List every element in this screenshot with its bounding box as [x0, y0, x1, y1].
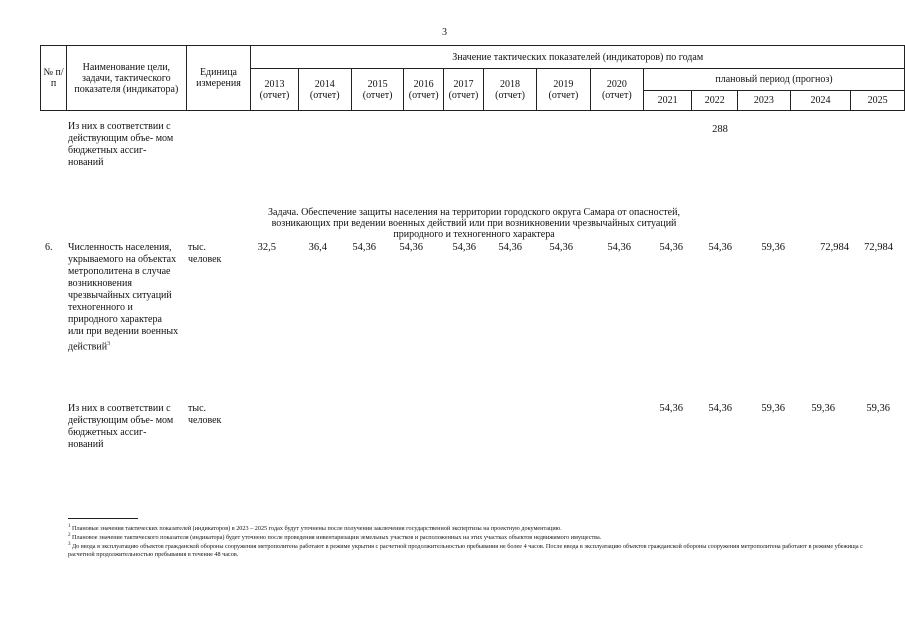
- header-year: 2018 (отчет): [483, 69, 536, 111]
- row-6-label: Численность населения, укрываемого на объектах метрополитена в случае возникновения чрезвычайных ситуаций техногенного и природного характера или при ведении военных действий$^3$: [68, 242, 179, 353]
- row-6-unit: тыс. человек: [188, 242, 222, 265]
- row-b-value: 59,36: [761, 403, 785, 414]
- row-6-value: 32,5: [257, 242, 276, 253]
- indicator-table-header: [40, 45, 905, 111]
- task-heading: Задача. Обеспечение защиты населения на территории городского округа Самара от опасностей, возникающих при ведении военных действий или при возникновении чрезвычайных ситуаций природного и техногенного характера: [268, 207, 680, 240]
- header-year: 2016 (отчет): [404, 69, 444, 111]
- header-num: № п/п: [41, 46, 67, 111]
- header-unit: Единица измерения: [186, 46, 251, 111]
- row-b-label: Из них в соответствии с действующим объе- мом бюджетных ассиг- нований: [68, 403, 174, 450]
- footnote: $^2$ Плановое значение тактического показателя (индикатора) будет уточнено после проведения инвентаризации земельных участков и расположенных на этих участках объектов недвижимого имущества.: [68, 533, 602, 542]
- footnote: $^3$ До ввода в эксплуатацию объектов гражданской обороны сооружения метрополитена работают в режиме укрытия с расчетной продолжительностью пребывания не более 4 часов. После ввода в эксплуатацию объектов гражданской обороны сооружения метрополитена работают в режиме убежища с расчетной продолжительностью пребывания в течение 48 часов.: [68, 542, 863, 558]
- header-plan-year: 2023: [738, 91, 790, 111]
- row-b-value: 54,36: [659, 403, 683, 414]
- row-b-unit: тыс. человек: [188, 403, 222, 426]
- header-plan-year: 2022: [692, 91, 738, 111]
- header-plan-year: 2024: [790, 91, 851, 111]
- header-values-title: Значение тактических показателей (индикаторов) по годам: [251, 46, 905, 69]
- row-6-value: 54,36: [659, 242, 683, 253]
- header-year: 2020 (отчет): [590, 69, 643, 111]
- header-plan-year: 2021: [644, 91, 692, 111]
- row-6-value: 54,36: [452, 242, 476, 253]
- header-year: 2014 (отчет): [298, 69, 351, 111]
- row-6-value: 54,36: [352, 242, 376, 253]
- row-6-value: 72,984: [864, 242, 893, 253]
- row-b-value: 59,36: [811, 403, 835, 414]
- row-6-value: 36,4: [308, 242, 327, 253]
- row-6-value: 54,36: [607, 242, 631, 253]
- footnote-divider: [68, 518, 138, 519]
- header-year: 2015 (отчет): [351, 69, 403, 111]
- row-a-label: Из них в соответствии с действующим объе- мом бюджетных ассиг- нований: [68, 121, 174, 168]
- row-6-value: 54,36: [708, 242, 732, 253]
- row-6-value: 54,36: [498, 242, 522, 253]
- footnote: $^1$ Плановые значения тактических показателей (индикаторов) в 2023 – 2025 годах будут уточнены после получения заключения государственной экспертизы на проектную документацию.: [68, 524, 562, 533]
- page-number: 3: [442, 27, 447, 38]
- header-plan-year: 2025: [851, 91, 905, 111]
- header-plan-title: плановый период (прогноз): [644, 69, 905, 91]
- row-a-value-2022: 288: [712, 124, 728, 135]
- row-b-value: 54,36: [708, 403, 732, 414]
- row-6-number: 6.: [45, 242, 53, 253]
- header-name: Наименование цели, задачи, тактического показателя (индикатора): [67, 46, 186, 111]
- header-year: 2013 (отчет): [251, 69, 298, 111]
- row-b-value: 59,36: [866, 403, 890, 414]
- row-6-value: 59,36: [761, 242, 785, 253]
- row-6-value: 54,36: [399, 242, 423, 253]
- row-6-value: 72,984: [820, 242, 849, 253]
- header-year: 2017 (отчет): [444, 69, 484, 111]
- row-6-value: 54,36: [549, 242, 573, 253]
- header-year: 2019 (отчет): [537, 69, 590, 111]
